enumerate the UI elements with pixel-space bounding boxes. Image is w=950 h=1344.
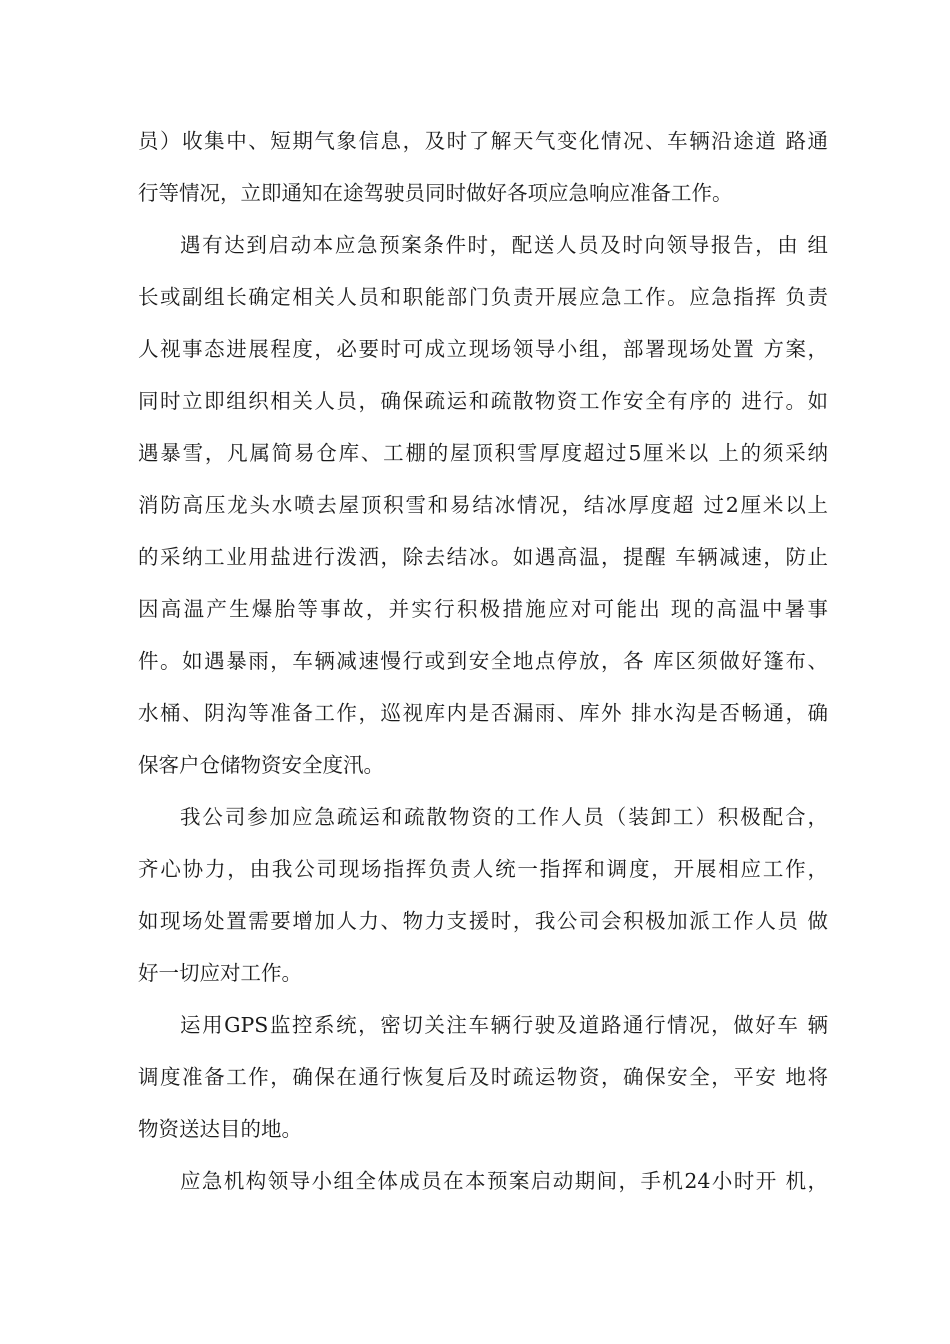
text-line: 遇暴雪，凡属简易仓库、工棚的屋顶积雪厚度超过5厘米以 上的须采纳 bbox=[138, 441, 828, 465]
text-line: 水桶、阴沟等准备工作，巡视库内是否漏雨、库外 排水沟是否畅通，确 bbox=[138, 701, 828, 725]
text-line: 齐心协力，由我公司现场指挥负责人统一指挥和调度，开展相应工作， bbox=[138, 857, 828, 881]
text-line: 同时立即组织相关人员，确保疏运和疏散物资工作安全有序的 进行。如 bbox=[138, 389, 828, 413]
text-line: 长或副组长确定相关人员和职能部门负责开展应急工作。应急指挥 负责 bbox=[138, 285, 828, 309]
text-line: 如现场处置需要增加人力、物力支援时，我公司会积极加派工作人员 做 bbox=[138, 909, 828, 933]
text-line: 运用GPS监控系统，密切关注车辆行驶及道路通行情况，做好车 辆 bbox=[180, 1013, 828, 1037]
text-line: 员）收集中、短期气象信息，及时了解天气变化情况、车辆沿途道 路通 bbox=[138, 129, 828, 153]
text-line: 遇有达到启动本应急预案条件时，配送人员及时向领导报告，由 组 bbox=[180, 233, 828, 257]
text-line: 应急机构领导小组全体成员在本预案启动期间，手机24小时开 机， bbox=[180, 1169, 828, 1193]
text-line: 人视事态进展程度，必要时可成立现场领导小组，部署现场处置 方案， bbox=[138, 337, 828, 361]
text-line: 好一切应对工作。 bbox=[138, 961, 302, 985]
text-line: 消防高压龙头水喷去屋顶积雪和易结冰情况，结冰厚度超 过2厘米以上 bbox=[138, 493, 828, 517]
text-line: 我公司参加应急疏运和疏散物资的工作人员（装卸工）积极配合， bbox=[180, 805, 828, 829]
text-line: 件。如遇暴雨，车辆减速慢行或到安全地点停放，各 库区须做好篷布、 bbox=[138, 649, 828, 673]
text-line: 调度准备工作，确保在通行恢复后及时疏运物资，确保安全，平安 地将 bbox=[138, 1065, 828, 1089]
text-line: 的采纳工业用盐进行泼洒，除去结冰。如遇高温，提醒 车辆减速，防止 bbox=[138, 545, 828, 569]
text-line: 物资送达目的地。 bbox=[138, 1117, 302, 1141]
text-line: 行等情况，立即通知在途驾驶员同时做好各项应急响应准备工作。 bbox=[138, 181, 733, 205]
text-line: 保客户仓储物资安全度汛。 bbox=[138, 753, 384, 777]
text-line: 因高温产生爆胎等事故，并实行积极措施应对可能出 现的高温中暑事 bbox=[138, 597, 828, 621]
